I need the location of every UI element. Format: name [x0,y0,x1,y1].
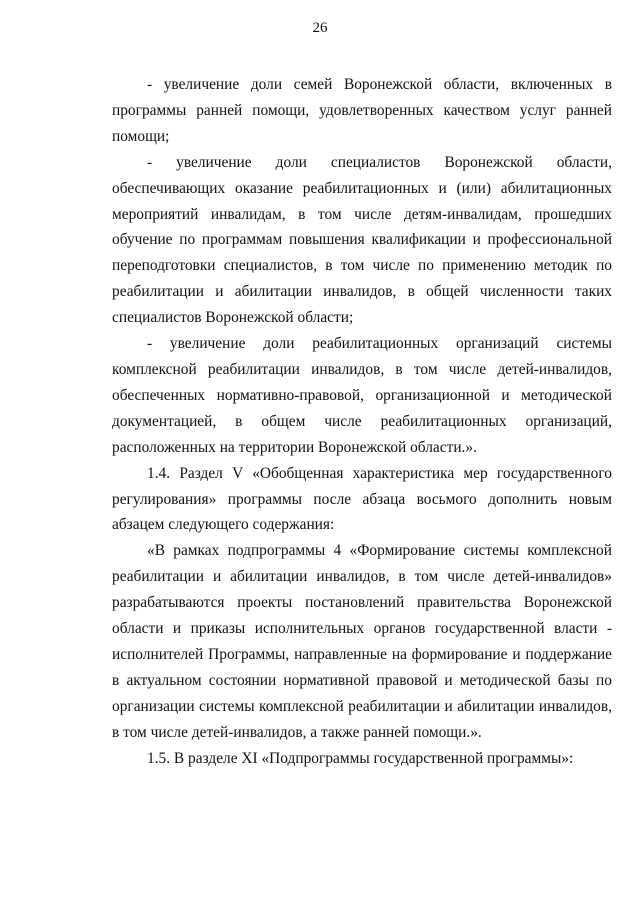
paragraph-specialists-training: - увеличение доли специалистов Воронежской области, обеспечивающих оказание реабилитационных и (или) абилитационных мероприятий инвалидам, в том числе детям-инвалидам, прошедших обучение по программам повышения квалификации и профессиональной переподготовки специалистов, в том числе по применению методик по реабилитации и абилитации инвалидов, в общей численности таких специалистов Воронежской области; [112,153,612,327]
page-number: 26 [312,20,328,36]
paragraph-rehabilitation-organizations: - увеличение доли реабилитационных организаций системы комплексной реабилитации инвалидов, в том числе детей-инвалидов, обеспеченных нормативно-правовой, организационной и методической документацией, в общем числе реабилитационных организаций, расположенных на территории Воронежской области.». [112,335,612,456]
paragraph-subprogram-4-quote: «В рамках подпрограммы 4 «Формирование системы комплексной реабилитации и абилитации инвалидов, в том числе детей-инвалидов» разрабатываются проекты постановлений правительства Воронежской области и приказы исполнительных органов государственной власти - исполнителей Программы, направленные на формирование и поддержание в актуальном состоянии нормативной правовой и методической базы по организации системы комплексной реабилитации и абилитации инвалидов, в том числе детей-инвалидов, а также ранней помощи.». [112,542,612,741]
paragraph-section-v-amendment: 1.4. Раздел V «Обобщенная характеристика мер государственного регулирования» программы после абзаца восьмого дополнить новым абзацем следующего содержания: [112,464,612,534]
paragraph-section-xi: 1.5. В разделе XI «Подпрограммы государственной программы»: [147,749,574,767]
document-body [112,72,612,771]
paragraph-early-help-families: - увеличение доли семей Воронежской области, включенных в программы ранней помощи, удовлетворенных качеством услуг ранней помощи; [112,76,612,145]
